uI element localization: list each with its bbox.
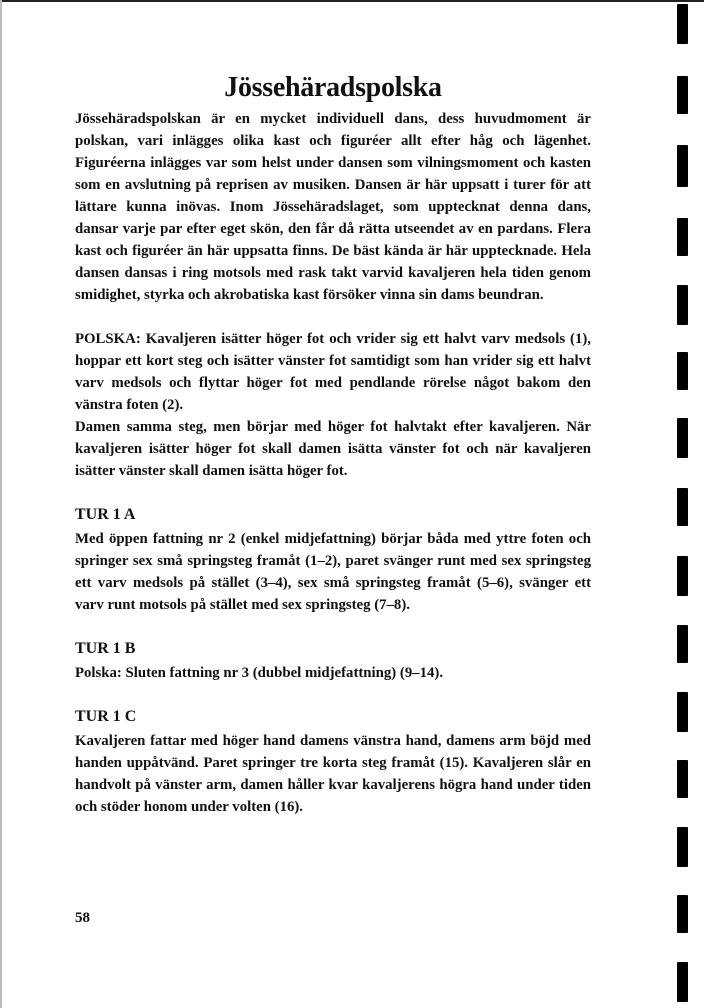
binding-mark xyxy=(677,418,688,458)
binding-mark xyxy=(677,76,688,114)
binding-mark xyxy=(677,827,688,867)
binding-mark xyxy=(677,556,688,596)
top-border xyxy=(0,0,704,2)
binding-mark xyxy=(677,218,688,256)
binding-mark xyxy=(677,285,688,325)
tur-1c-heading: TUR 1 C xyxy=(75,708,137,725)
tur-1b-text: Polska: Sluten fattning nr 3 (dubbel midjefattning) (9–14). xyxy=(75,665,444,681)
page-title: Jössehäradspolska xyxy=(224,72,442,103)
binding-marks xyxy=(677,0,691,1008)
polska-label: POLSKA: xyxy=(75,331,141,347)
binding-mark xyxy=(677,760,688,798)
binding-mark xyxy=(677,895,688,933)
tur-1b-heading: TUR 1 B xyxy=(75,640,136,657)
binding-mark xyxy=(677,352,688,390)
binding-mark xyxy=(677,962,688,1002)
intro-paragraph: Jössehäradspolskan är en mycket individuell dans, dess huvudmoment är polskan, vari inlägges olika kast och figuréer allt efter håg och lägenhet. Figuréerna inlägges var som helst under dansen som vilningsmoment och kasten som en avslutning på reprisen av musiken. Dansen är här uppsatt i turer för att lättare kunna inövas. Inom Jössehäradslaget, som upptecknat denna dans, dansar varje par efter eget skön, den får då rätta utseendet av en pardans. Flera kast och figuréer än här uppsatta finns. De bäst kända är här upptecknade. Hela dansen dansas i ring motsols med rask takt varvid kavaljeren hela tiden genom smidighet, styrka och akrobatiska kast försöker vinna sin dams beundran. xyxy=(75,111,591,303)
binding-mark xyxy=(677,145,688,187)
polska-paragraph xyxy=(75,328,591,416)
polska-text: Kavaljeren isätter höger fot och vrider sig ett halvt varv medsols (1), hoppar ett kort steg och isätter vänster fot samtidigt som han vrider sig ett halvt varv medsols och flyttar höger fot med pendlande rörelse något bakom den vänstra foten (2). xyxy=(75,331,591,413)
polska-damen-paragraph: Damen samma steg, men börjar med höger fot halvtakt efter kavaljeren. När kavaljeren isätter höger fot skall damen isätta vänster fot och när kavaljeren isätter vänster skall damen isätta höger fot. xyxy=(75,419,591,479)
binding-mark xyxy=(677,625,688,663)
tur-1a-text: Med öppen fattning nr 2 (enkel midjefattning) börjar båda med yttre foten och springer sex små springsteg framåt (1–2), paret svänger runt med sex springsteg ett varv medsols på stället (3–4), sex små springsteg framåt (5–6), svänger ett varv runt motsols på stället med sex springsteg (7–8). xyxy=(75,531,591,613)
left-border xyxy=(0,0,2,1008)
binding-mark xyxy=(677,4,688,44)
page-number: 58 xyxy=(75,910,90,926)
tur-1a-heading: TUR 1 A xyxy=(75,506,136,523)
binding-mark xyxy=(677,692,688,732)
binding-mark xyxy=(677,488,688,526)
tur-1c-text: Kavaljeren fattar med höger hand damens vänstra hand, damens arm böjd med handen uppåtvänd. Paret springer tre korta steg framåt (15). Kavaljeren slår en handvolt på vänster arm, damen håller kvar kavaljerens högra hand under tiden och stöder honom under volten (16). xyxy=(75,733,591,815)
page-content xyxy=(75,72,591,818)
